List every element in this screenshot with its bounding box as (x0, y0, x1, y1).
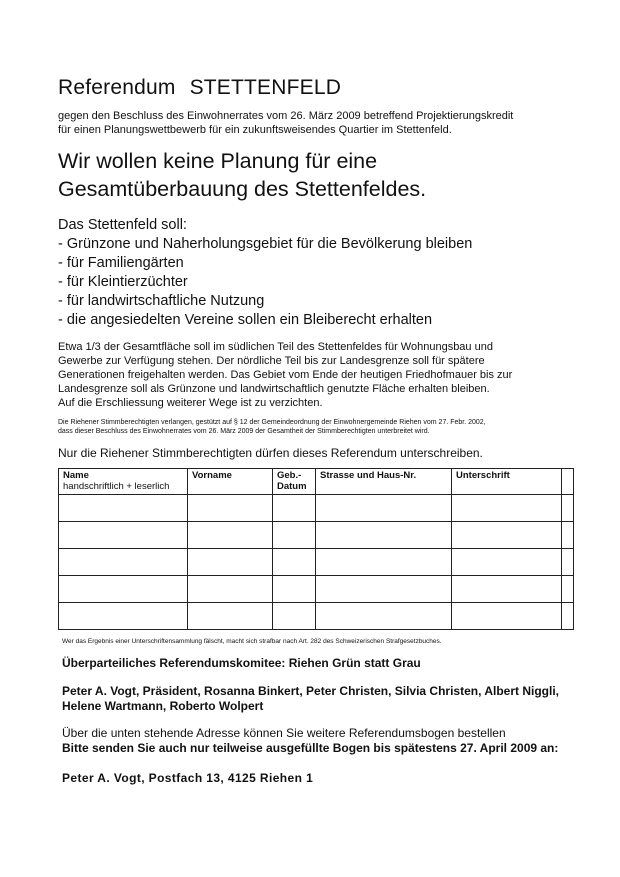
signature-cell-vorname[interactable] (188, 576, 273, 603)
paragraph-line-3: Generationen freigehalten werden. Das Gebiet vom Ende der heutigen Friedhofmauer bis zur (58, 369, 513, 381)
signature-table-header (59, 469, 574, 495)
header-name-sub: handschriftlich + leserlich (63, 481, 170, 492)
intro-line-2: für einen Planungswettbewerb für ein zukunftsweisendes Quartier im Stettenfeld. (58, 124, 452, 136)
signature-cell-unterschrift[interactable] (452, 495, 562, 522)
signature-cell-vorname[interactable] (188, 603, 273, 630)
fraud-warning: Wer das Ergebnis einer Unterschriftensammlung fälscht, macht sich strafbar nach Art. 282 des Schweizerischen Strafgesetzbuches. (62, 638, 442, 645)
signature-cell-strasse[interactable] (316, 522, 452, 549)
headline-line-1: Wir wollen keine Planung für eine (58, 149, 378, 173)
signature-cell-strasse[interactable] (316, 495, 452, 522)
header-extra (562, 469, 574, 495)
paragraph-line-2: Gewerbe zur Verfügung stehen. Der nördliche Teil bis zur Landesgrenze soll für spätere (58, 355, 485, 367)
signature-cell-name[interactable] (59, 603, 188, 630)
signature-table (58, 468, 574, 630)
members-line-1: Peter A. Vogt, Präsident, Rosanna Binkert, Peter Christen, Silvia Christen, Albert Niggli, (62, 684, 559, 698)
signature-cell-name[interactable] (59, 576, 188, 603)
header-strasse: Strasse und Haus-Nr. (316, 469, 452, 495)
document-title (58, 76, 341, 100)
signature-cell-vorname[interactable] (188, 495, 273, 522)
legal-line-2: dass dieser Beschluss des Einwohnerrates vom 26. März 2009 der Gesamtheit der Stimmberechtigten unterbreitet wird. (58, 428, 430, 435)
should-item-2: - für Familiengärten (58, 255, 184, 271)
paragraph-line-5: Auf die Erschliessung weiterer Wege ist zu verzichten. (58, 397, 323, 409)
signature-cell-vorname[interactable] (188, 549, 273, 576)
signature-row (59, 603, 574, 630)
signature-cell-geb-datum[interactable] (273, 495, 316, 522)
signature-cell-geb-datum[interactable] (273, 549, 316, 576)
signature-cell-geb-datum[interactable] (273, 576, 316, 603)
signature-cell-extra[interactable] (562, 522, 574, 549)
voter-eligibility-note: Nur die Riehener Stimmberechtigten dürfen dieses Referendum unterschreiben. (58, 446, 483, 460)
signature-cell-geb-datum[interactable] (273, 522, 316, 549)
signature-cell-unterschrift[interactable] (452, 576, 562, 603)
signature-cell-unterschrift[interactable] (452, 603, 562, 630)
signature-cell-geb-datum[interactable] (273, 603, 316, 630)
paragraph-line-1: Etwa 1/3 der Gesamtfläche soll im südlichen Teil des Stettenfeldes für Wohnungsbau und (58, 341, 493, 353)
should-item-5: - die angesiedelten Vereine sollen ein Bleiberecht erhalten (58, 312, 433, 328)
title-word-referendum: Referendum (58, 76, 176, 99)
header-name: Name handschriftlich + leserlich (59, 469, 188, 495)
committee-name: Überparteiliches Referendumskomitee: Riehen Grün statt Grau (62, 656, 421, 670)
should-item-1: - Grünzone und Naherholungsgebiet für die Bevölkerung bleiben (58, 236, 473, 252)
members-line-2: Helene Wartmann, Roberto Wolpert (62, 699, 264, 713)
header-unterschrift: Unterschrift (452, 469, 562, 495)
title-word-stettenfeld: STETTENFELD (189, 76, 342, 99)
signature-cell-extra[interactable] (562, 495, 574, 522)
order-info: Über die unten stehende Adresse können Sie weitere Referendumsbogen bestellen (62, 726, 506, 740)
should-heading: Das Stettenfeld soll: (58, 217, 187, 233)
signature-cell-vorname[interactable] (188, 522, 273, 549)
signature-row (59, 576, 574, 603)
signature-cell-extra[interactable] (562, 576, 574, 603)
signature-cell-name[interactable] (59, 549, 188, 576)
signature-row (59, 549, 574, 576)
should-item-4: - für landwirtschaftliche Nutzung (58, 293, 265, 309)
header-geb-datum: Geb.- Datum (273, 469, 316, 495)
signature-cell-extra[interactable] (562, 549, 574, 576)
paragraph-line-4: Landesgrenze soll als Grünzone und landwirtschaftlich genutzte Fläche erhalten bleiben. (58, 383, 490, 395)
signature-cell-strasse[interactable] (316, 576, 452, 603)
signature-cell-strasse[interactable] (316, 549, 452, 576)
return-address: Peter A. Vogt, Postfach 13, 4125 Riehen 1 (62, 771, 314, 785)
signature-cell-strasse[interactable] (316, 603, 452, 630)
headline-line-2: Gesamtüberbauung des Stettenfeldes. (58, 177, 427, 201)
should-item-3: - für Kleintierzüchter (58, 274, 188, 290)
signature-cell-name[interactable] (59, 522, 188, 549)
intro-line-1: gegen den Beschluss des Einwohnerrates vom 26. März 2009 betreffend Projektierungskredit (58, 110, 514, 122)
signature-row (59, 495, 574, 522)
signature-cell-unterschrift[interactable] (452, 549, 562, 576)
legal-line-1: Die Riehener Stimmberechtigten verlangen, gestützt auf § 12 der Gemeindeordnung der Einwohnergemeinde Riehen vom 27. Febr. 2002, (58, 419, 486, 426)
signature-cell-unterschrift[interactable] (452, 522, 562, 549)
header-vorname: Vorname (188, 469, 273, 495)
signature-cell-extra[interactable] (562, 603, 574, 630)
signature-cell-name[interactable] (59, 495, 188, 522)
order-deadline: Bitte senden Sie auch nur teilweise ausgefüllte Bogen bis spätestens 27. April 2009 an: (62, 741, 559, 755)
signature-row (59, 522, 574, 549)
